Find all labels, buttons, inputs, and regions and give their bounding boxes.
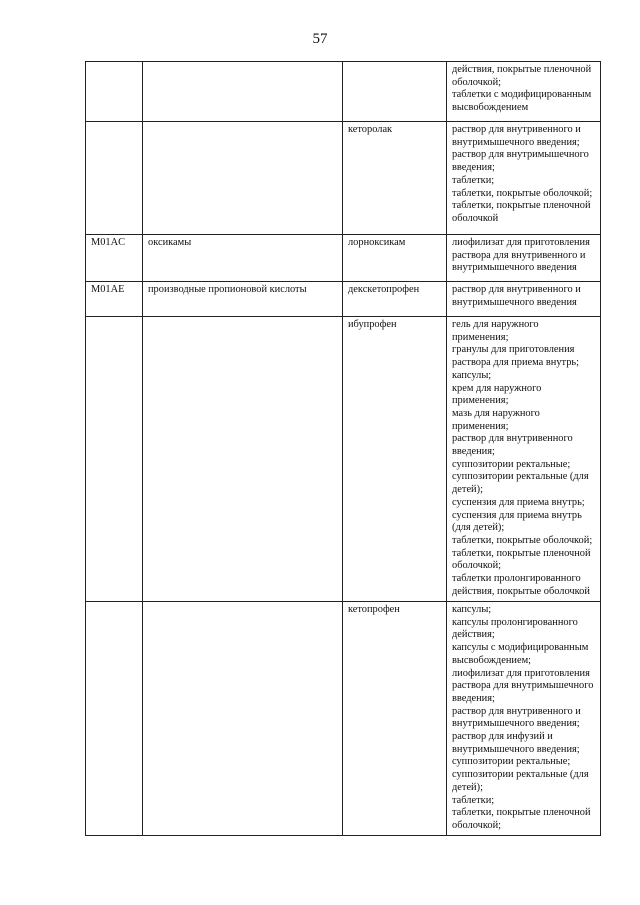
table-row	[86, 602, 601, 836]
table-row	[86, 282, 601, 317]
atc-code-cell: M01AE	[86, 282, 143, 317]
atc-code-cell: M01AC	[86, 235, 143, 282]
substance-cell: кеторолак	[343, 122, 447, 235]
table-row	[86, 317, 601, 602]
table-row	[86, 122, 601, 235]
dosage-forms-text: гель для наружного применения; гранулы для приготовления раствора для приема внутрь; капсулы; крем для наружного применения; мазь для наружного применения; раствор для внутривенного введения; суппозитории ректальные; суппозитории ректальные (для детей); суспензия для приема внутрь; суспензия для приема внутрь (для детей); таблетки, покрытые оболочкой; таблетки, покрытые пленочной оболочкой; таблетки пролонгированного действия, покрытые оболочкой	[452, 319, 593, 597]
substance-cell: лорноксикам	[343, 235, 447, 282]
group-cell: производные пропионовой кислоты	[143, 282, 343, 317]
dosage-forms-text: раствор для внутривенного и внутримышечного введения	[452, 284, 581, 308]
dosage-forms-text: лиофилизат для приготовления раствора для внутривенного и внутримышечного введения	[452, 237, 590, 274]
substance-cell: ибупрофен	[343, 317, 447, 602]
group-cell	[143, 317, 343, 602]
group-cell	[143, 602, 343, 836]
drug-table	[85, 61, 601, 836]
dosage-forms-cell	[447, 122, 601, 235]
group-cell	[143, 122, 343, 235]
group-cell: оксикамы	[143, 235, 343, 282]
substance-cell: кетопрофен	[343, 602, 447, 836]
table-row	[86, 235, 601, 282]
dosage-forms-cell	[447, 282, 601, 317]
substance-cell	[343, 62, 447, 122]
table-row	[86, 62, 601, 122]
dosage-forms-cell	[447, 62, 601, 122]
substance-cell: декскетопрофен	[343, 282, 447, 317]
dosage-forms-cell	[447, 235, 601, 282]
dosage-forms-text: капсулы; капсулы пролонгированного действия; капсулы с модифицированным высвобождением; лиофилизат для приготовления раствора для внутримышечного введения; раствор для внутривенного и внутримышечного введения; раствор для инфузий и внутримышечного введения; суппозитории ректальные; суппозитории ректальные (для детей); таблетки; таблетки, покрытые пленочной оболочкой;	[452, 604, 594, 831]
dosage-forms-text: раствор для внутривенного и внутримышечного введения; раствор для внутримышечного введения; таблетки; таблетки, покрытые оболочкой; таблетки, покрытые пленочной оболочкой	[452, 124, 593, 224]
dosage-forms-cell	[447, 602, 601, 836]
dosage-forms-cell	[447, 317, 601, 602]
dosage-forms-text: действия, покрытые пленочной оболочкой; таблетки с модифицированным высвобождением	[452, 64, 592, 114]
atc-code-cell	[86, 62, 143, 122]
atc-code-cell	[86, 317, 143, 602]
group-cell	[143, 62, 343, 122]
atc-code-cell	[86, 122, 143, 235]
atc-code-cell	[86, 602, 143, 836]
page-number: 57	[312, 31, 328, 47]
